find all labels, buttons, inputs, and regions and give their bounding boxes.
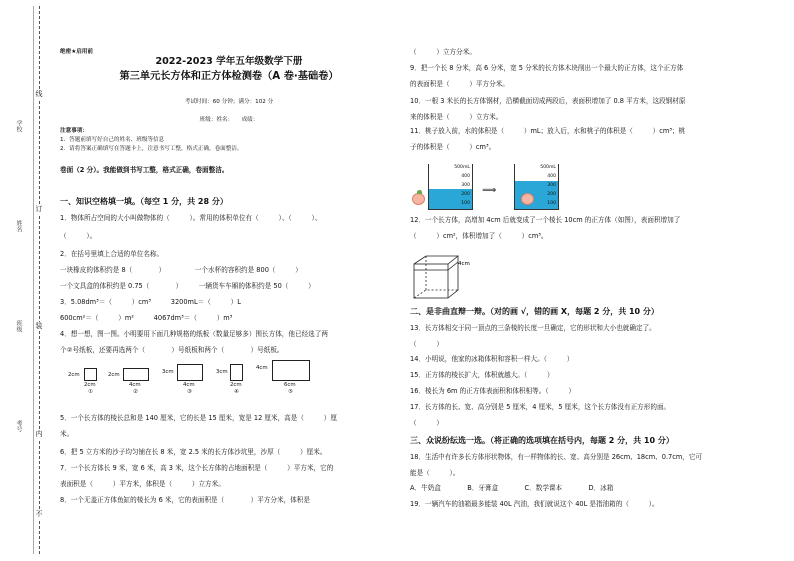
question-text: （ ）。 <box>60 232 97 240</box>
question-text: 2．在括号里填上合适的单位名称。 <box>60 250 164 258</box>
question-text: 600cm²＝（ ）m² 4067dm³＝（ ）m³ <box>60 314 233 322</box>
question-text: 7．一个长方体长 9 米，宽 6 米，高 3 米，这个长方体的占地面积是（ ）平方米，它的 <box>60 464 334 472</box>
question-text: （ ） <box>410 340 443 348</box>
card-shape <box>177 364 203 381</box>
beaker-tick: 400 <box>547 174 556 179</box>
page-title: 2022-2023 学年五年级数学下册 <box>155 56 303 67</box>
question-text: 9．把一个长 8 分米，高 6 分米，宽 5 分米的长方体木块削出一个最大的正方体，这个正方体 <box>410 64 684 72</box>
card-side-label: 2cm <box>108 372 120 378</box>
question-text: 8．一个无盖正方体鱼缸的棱长为 6 米，它的表面积是（ ）平方分米，体积是 <box>60 496 310 504</box>
question-text: 1．物体所占空间的大小叫做物体的（ ）。常用的体积单位有（ ）、（ ）、 <box>60 214 322 222</box>
peach-icon <box>412 193 425 205</box>
section-title: 一、知识空格填一填。（每空 1 分，共 28 分） <box>60 197 228 206</box>
card-number: ① <box>88 389 93 395</box>
card-number: ④ <box>234 389 239 395</box>
question-text: 11．桃子放入前，水的体积是（ ）mL；放入后，水和桃子的体积是（ ）cm³；桃 <box>410 127 686 135</box>
student-info: 班级：姓名： 成绩： <box>199 117 259 123</box>
question-text: 17．长方体的长、宽、高分别是 5 厘米，4 厘米，5 厘米，这个长方体没有正方形的面。 <box>410 403 671 411</box>
notes-title: 注意事项： <box>60 128 88 134</box>
question-text: 13．长方体相交于同一顶点的三条棱的长度一旦确定，它的形状和大小也就确定了。 <box>410 324 656 332</box>
beaker-tick: 300 <box>461 183 470 188</box>
card-number: ⑤ <box>288 389 293 395</box>
binding-ruler <box>33 6 34 554</box>
beaker-capacity: 500mL <box>454 165 470 170</box>
question-text: 12．一个长方体，高增加 4cm 后就变成了一个棱长 10cm 的正方体（如图），表面积增加了 <box>410 216 681 224</box>
secret-mark: 绝密★启用前 <box>60 49 93 55</box>
card-side-label: 3cm <box>162 369 174 375</box>
cube-figure <box>412 252 472 300</box>
beaker-tick: 100 <box>547 201 556 206</box>
beaker-tick: 300 <box>547 183 556 188</box>
card-top-label: 4cm <box>183 382 195 388</box>
question-text: 16．棱长为 6m 的正方体表面积和体积相等。（ ） <box>410 387 575 395</box>
beaker-before <box>428 164 473 210</box>
cube-front-face <box>414 264 448 298</box>
binding-field: 考号 <box>15 420 22 432</box>
binding-label: 线 <box>35 90 43 98</box>
binding-label: 不 <box>35 510 43 518</box>
cardboard-figure <box>60 362 360 402</box>
question-text: 来的体积是（ ）立方米。 <box>410 113 503 121</box>
question-text: 15．正方体的棱长扩大，体积就越大。（ ） <box>410 371 554 379</box>
card-shape <box>230 364 243 381</box>
card-top-label: 2cm <box>230 382 242 388</box>
question-text: 14．小明说，他家的冰箱体积和容积一样大。（ ） <box>410 355 574 363</box>
beaker-figure <box>412 160 572 212</box>
leaf-icon <box>417 190 422 194</box>
question-text: 19．一辆汽车的油箱最多能装 40L 汽油，我们就说这个 40L 是指油箱的（ ）。 <box>410 500 659 508</box>
question-text: 10．一根 3 米长的长方体钢材，沿横截面切成两段后，表面积增加了 0.8 平方米，这段钢材原 <box>410 97 686 105</box>
card-side-label: 4cm <box>256 365 268 371</box>
question-text: 3．5.08dm³＝（ ）cm³ 3200mL＝（ ）L <box>60 298 241 306</box>
question-text: 能是（ ）。 <box>410 469 460 477</box>
note-line: 1．答题前填写好自己的姓名、班级等信息 <box>60 137 165 143</box>
binding-field: 姓名 <box>15 220 22 232</box>
beaker-tick: 200 <box>547 192 556 197</box>
binding-field: 学校 <box>15 120 22 132</box>
exam-info: 考试时间：60 分钟；满分：102 分 <box>184 99 274 105</box>
page-subtitle: 第三单元长方体和正方体检测卷（A 卷·基础卷） <box>119 71 339 82</box>
answer-options: A．牛奶盒 B．牙膏盒 C．数学课本 D．冰箱 <box>410 484 614 492</box>
binding-cut-line <box>39 6 40 554</box>
question-text: 4．想一想，图一图。小明要用下面几种规格的纸板（数量足够多）围长方体，他已经选了两 <box>60 330 328 338</box>
binding-field: 班级 <box>15 320 22 332</box>
card-shape <box>272 360 310 381</box>
beaker-after <box>514 164 559 210</box>
binding-label: 装 <box>35 322 43 330</box>
section-title: 二、是非曲直辩一辩。（对的画 √，错的画 X，每题 2 分，共 10 分） <box>410 307 659 316</box>
binding-strip <box>0 0 50 561</box>
card-side-label: 3cm <box>216 369 228 375</box>
card-top-label: 6cm <box>284 382 296 388</box>
section-title: 三、众说纷纭选一选。（将正确的选项填在括号内，每题 2 分，共 10 分） <box>410 436 674 445</box>
card-number: ③ <box>187 389 192 395</box>
cube-top-face <box>414 256 458 264</box>
peach-icon <box>521 193 534 205</box>
beaker-tick: 200 <box>461 192 470 197</box>
note-line: 2．请将答案正确填写在答题卡上，注意书写工整，格式正确，卷面整洁。 <box>60 146 243 152</box>
question-text: 个②号纸板，还要再选两个（ ）号纸板和两个（ ）号纸板。 <box>60 346 284 354</box>
binding-label: 订 <box>35 205 43 213</box>
cube-hidden-edges <box>414 290 458 298</box>
beaker-capacity: 500mL <box>540 165 556 170</box>
question-text: 米。 <box>60 430 74 438</box>
beaker-tick: 100 <box>461 201 470 206</box>
beaker-tick: 400 <box>461 174 470 179</box>
card-shape <box>123 368 149 381</box>
question-text: （ ）立方分米。 <box>410 48 476 56</box>
question-text: 的表面积是（ ）平方分米。 <box>410 80 509 88</box>
question-text: 子的体积是（ ）cm³。 <box>410 143 496 151</box>
card-top-label: 2cm <box>84 382 96 388</box>
card-side-label: 2cm <box>68 372 80 378</box>
question-text: 一块橡皮的体积约是 8（ ） 一个水杯的容积约是 800（ ） <box>60 266 302 274</box>
question-text: 表面积是（ ）平方米，体积是（ ）立方米。 <box>60 480 225 488</box>
question-text: 5．一个长方体的棱长总和是 140 厘米，它的长是 15 厘米，宽是 12 厘米，高是（ ）厘 <box>60 414 337 422</box>
card-top-label: 4cm <box>129 382 141 388</box>
question-text: 一个文具盒的体积约是 0.75（ ） 一辆货车车厢的体积约是 50（ ） <box>60 282 315 290</box>
cube-height-label: 4cm <box>458 261 470 267</box>
binding-label: 内 <box>35 430 43 438</box>
card-shape <box>84 368 97 381</box>
question-text: 18．生活中有许多长方体形状物体，有一样物体的长、宽、高分别是 26cm、18cm、0.7cm，它可 <box>410 453 703 461</box>
card-number: ② <box>133 389 138 395</box>
question-text: 6．把 5 立方米的沙子均匀铺在长 8 米，宽 2.5 米的长方体沙坑里，沙厚（ ）厘米。 <box>60 448 327 456</box>
neatness-note: 卷面（2 分）。我能做到书写工整，格式正确，卷面整洁。 <box>60 166 229 174</box>
arrow-icon: ⟹ <box>482 185 497 196</box>
question-text: （ ）cm²，体积增加了（ ）cm³。 <box>410 232 548 240</box>
question-text: （ ） <box>410 419 443 427</box>
